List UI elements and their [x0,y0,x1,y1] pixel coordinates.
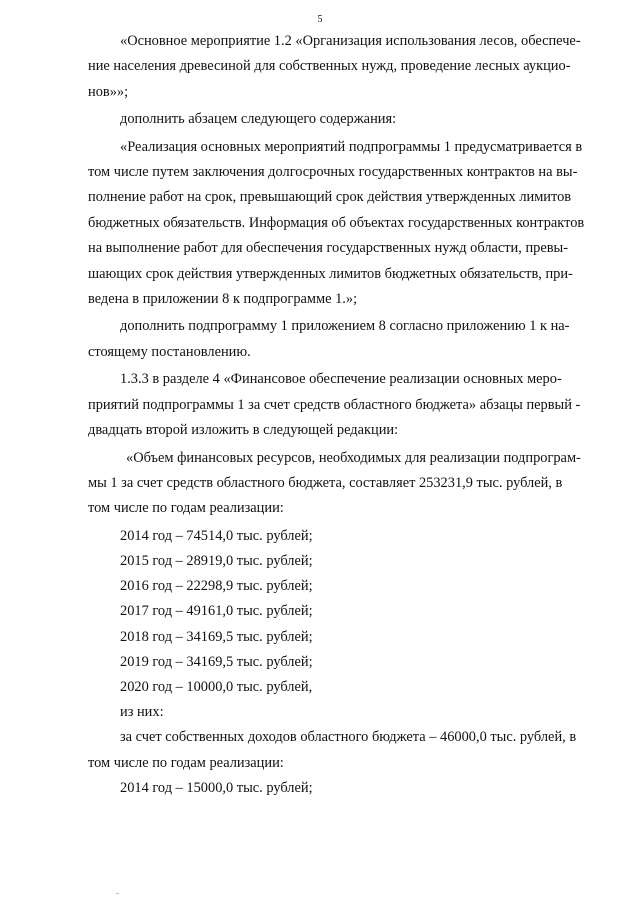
list-item: 2014 год – 74514,0 тыс. рублей; [120,527,313,544]
scan-mark [116,893,119,894]
paragraph-add-appendix-8: дополнить подпрограмму 1 приложением 8 согласно приложению 1 к на- стоящему постановлению. [88,318,570,360]
paragraph-main-activity-1-2: «Основное мероприятие 1.2 «Организация использования лесов, обеспече- ние населения древесиной для собственных нужд, проведение лесных аукцио- нов»»; [88,33,581,100]
paragraph-implementation: «Реализация основных мероприятий подпрограммы 1 предусматривается в том числе путем заключения долгосрочных государственных контрактов на вы- полнение работ на срок, превышающий срок действия утвержденных лимитов бюджетных обязательств. Информация об объектах государственных контрактов на выполнение работ для обеспечения государственных нужд области, превы- шающих срок действия утвержденных лимитов бюджетных обязательств, при- ведена в приложении 8 к подпрограмме 1.»; [88,138,585,308]
paragraph-add-abzac: дополнить абзацем следующего содержания: [120,111,397,128]
years-own-list [88,776,616,801]
list-item: 2020 год – 10000,0 тыс. рублей, [120,678,313,695]
paragraph-own-income: за счет собственных доходов областного бюджета – 46000,0 тыс. рублей, в том числе по годам реализации: [88,729,577,771]
list-item: 2016 год – 22298,9 тыс. рублей; [120,578,313,595]
paragraph-financing-volume: «Объем финансовых ресурсов, необходимых для реализации подпрограм- мы 1 за счет средств областного бюджета, составляет 253231,9 тыс. рублей, в том числе по годам реализации: [88,449,581,517]
list-item: 2018 год – 34169,5 тыс. рублей; [120,628,313,645]
paragraph-section-4: 1.3.3 в разделе 4 «Финансовое обеспечение реализации основных меро- приятий подпрограммы 1 за счет средств областного бюджета» абзацы первый - двадцать второй изложить в следующей редакции: [88,371,581,439]
list-item: 2019 год – 34169,5 тыс. рублей; [120,653,313,670]
document-body [88,29,616,801]
of-them-label: из них: [120,704,164,721]
page-number: 5 [317,14,323,25]
list-item: 2014 год – 15000,0 тыс. рублей; [120,780,313,797]
list-item: 2017 год – 49161,0 тыс. рублей; [120,603,313,620]
list-item: 2015 год – 28919,0 тыс. рублей; [120,552,313,569]
years-total-list [88,524,616,700]
